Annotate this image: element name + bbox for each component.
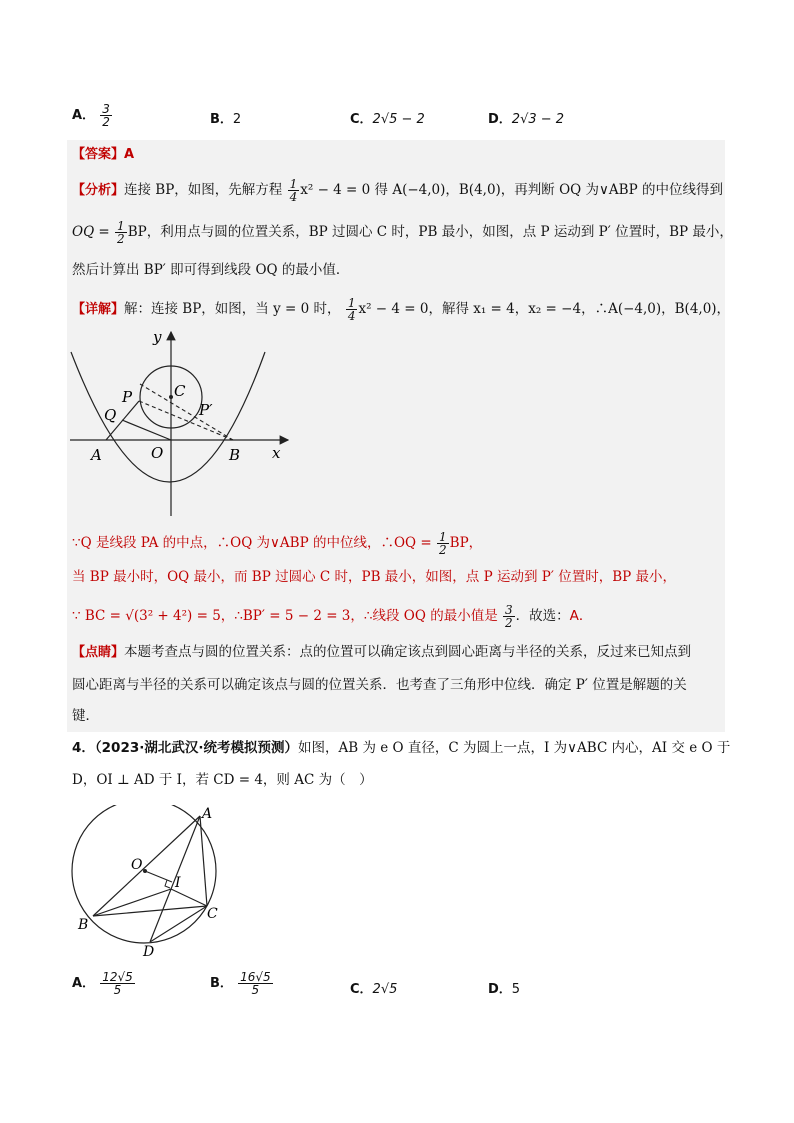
segment-cd xyxy=(150,906,207,942)
segment-cb-dashed xyxy=(140,384,233,440)
q3-option-d: D．2√3 − 2 xyxy=(488,112,565,127)
detail-line-1: 【详解】解：连接 BP，如图，当 y = 0 时， $\frac{1}{4}$ x² − 4 = 0，解得 x₁ = 4，x₂ = −4，∴A(−4,0)，B(4,0)， xyxy=(72,296,731,323)
detail-line-2: ∵Q 是线段 PA 的中点，∴OQ 为∨ABP 的中位线，∴OQ = $\frac{1}{2}$ BP， xyxy=(72,530,483,557)
segment-ic xyxy=(171,889,207,906)
q3-option-c: C．2√5 − 2 xyxy=(350,112,425,127)
segment-oq xyxy=(122,420,171,440)
q4-option-b: B． $\frac{16√5}{5}$ xyxy=(210,970,271,997)
answer-line: 【答案】A xyxy=(72,147,135,162)
q4-line-1: 4．（2023·湖北武汉·统考模拟预测）如图，AB 为 e O 直径，C 为圆上一点，I 为∨ABC 内心，AI 交 e O 于 xyxy=(72,740,731,756)
detail-line-4: ∵ BC = √(3² + 4²) = 5，∴BP′ = 5 − 2 = 3，∴线段 OQ 的最小值是 $\frac{3}{2}$ ．故选：A． xyxy=(72,603,593,630)
analysis-line-1: 【分析】连接 BP，如图，先解方程 $\frac{1}{4}$ x² − 4 = 0 得 A(−4,0)，B(4,0)，再判断 OQ 为∨ABP 的中位线得到 xyxy=(72,177,723,204)
analysis-line-2: OQ = $\frac{1}{2}$ BP，利用点与圆的位置关系，BP 过圆心 C 时，PB 最小，如图，点 P 运动到 P′ 位置时，BP 最小， xyxy=(72,219,733,246)
label-d2: D xyxy=(143,944,155,960)
circle-o xyxy=(72,805,216,943)
label-c2: C xyxy=(207,906,218,922)
label-p: P xyxy=(122,388,133,406)
q4-option-c: C．2√5 xyxy=(350,982,398,997)
label-b2: B xyxy=(78,917,89,933)
label-c: C xyxy=(174,382,186,400)
q3-option-b: B．2 xyxy=(210,112,242,127)
q4-option-d: D．5 xyxy=(488,982,521,997)
segment-bi xyxy=(93,889,171,916)
comment-line-3: 键． xyxy=(72,708,99,724)
q3-option-a: A． $\frac{3}{2}$ xyxy=(72,102,110,129)
label-q: Q xyxy=(104,406,117,424)
center-o-point xyxy=(143,869,147,873)
diameter-ab xyxy=(93,816,200,916)
segment-pb-dashed xyxy=(139,401,233,440)
label-a2: A xyxy=(202,806,213,822)
analysis-line-3: 然后计算出 BP′ 即可得到线段 OQ 的最小值． xyxy=(72,262,350,278)
detail-line-3: 当 BP 最小时，OQ 最小，而 BP 过圆心 C 时，PB 最小，如图，点 P 运动到 P′ 位置时，BP 最小， xyxy=(72,569,676,585)
label-x: x xyxy=(272,444,281,462)
label-b: B xyxy=(229,446,241,464)
label-o2: O xyxy=(131,857,143,873)
circle-triangle-figure xyxy=(66,805,236,963)
label-o: O xyxy=(151,444,164,462)
segment-oi xyxy=(145,871,172,882)
comment-line-1: 【点睛】本题考查点与圆的位置关系：点的位置可以确定该点到圆心距离与半径的关系，反过来已知点到 xyxy=(72,644,692,660)
comment-line-2: 圆心距离与半径的关系可以确定该点与圆的位置关系．也考查了三角形中位线．确定 P′ 位置是解题的关 xyxy=(72,677,687,693)
q4-line-2: D，OI ⊥ AD 于 I，若 CD = 4，则 AC 为（ ） xyxy=(72,772,373,788)
segment-bc xyxy=(93,906,207,916)
label-a: A xyxy=(91,446,102,464)
parabola-circle-figure xyxy=(66,322,298,518)
label-y: y xyxy=(153,328,162,346)
label-p-prime: P′ xyxy=(199,401,213,419)
q4-option-a: A． $\frac{12√5}{5}$ xyxy=(72,970,133,997)
label-i2: I xyxy=(175,875,181,891)
center-c-point xyxy=(169,395,173,399)
